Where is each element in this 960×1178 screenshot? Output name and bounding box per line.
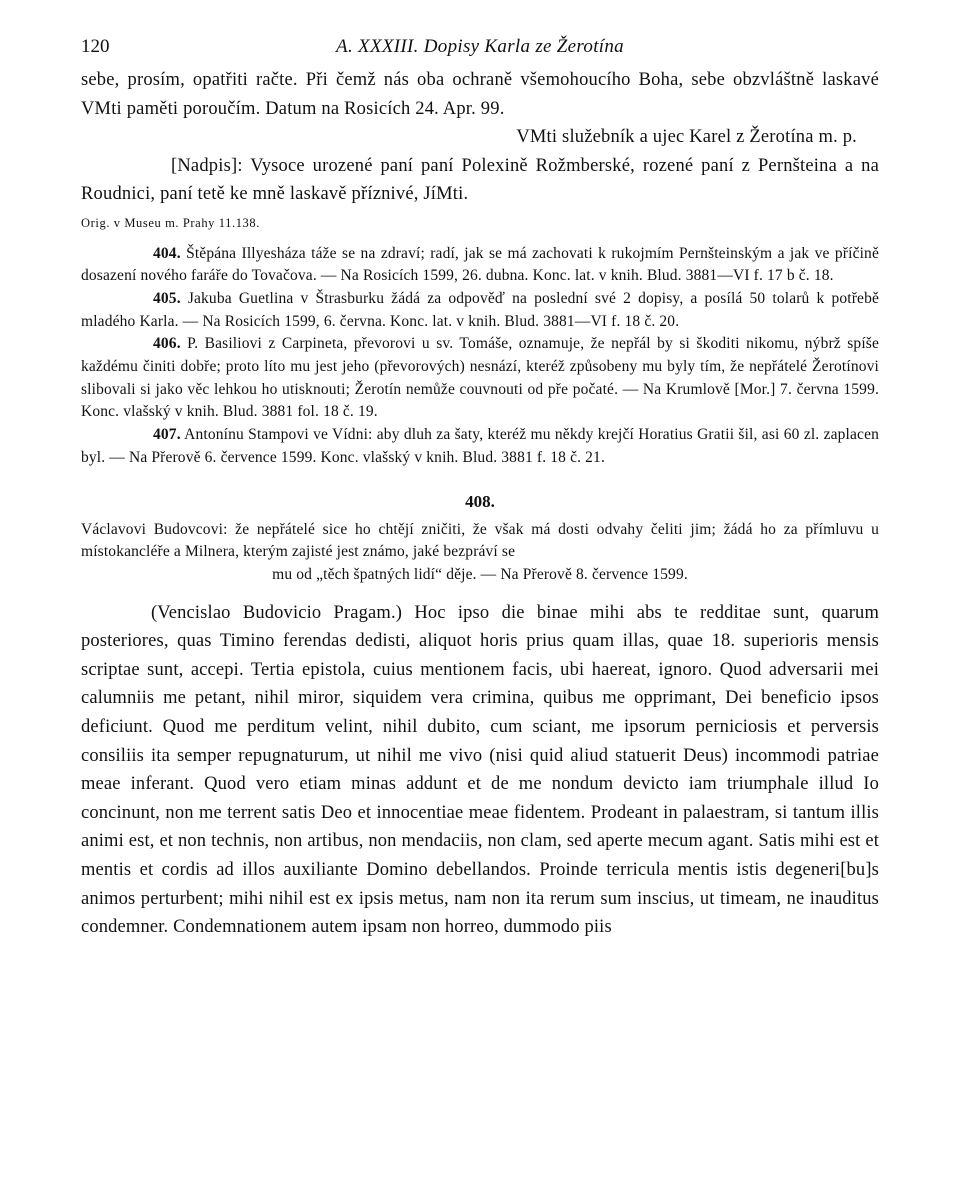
summary-last-line: mu od „těch špatných lidí“ děje. — Na Přerově 8. července 1599. [272, 565, 688, 583]
page-number: 120 [81, 36, 110, 57]
page-header [81, 36, 879, 66]
regest-text: Jakuba Guetlina v Štrasburku žádá za odpověď na poslední své 2 dopisy, a posílá 50 tolarů k potřebě mladého Karla. — Na Rosicích 1599, 6. června. Konc. lat. v knih. Blud. 3881—VI f. 18 č. 20. [81, 289, 880, 330]
document-page [81, 36, 879, 942]
regest-text: P. Basiliovi z Carpineta, převorovi u sv. Tomáše, oznamuje, že nepřál by si škoditi nikomu, nýbrž spíše každému činiti dobře; proto líto mu jest jeho (převorových) nesnází, kteréž způsobeny mu byly tím, že nepřátelé Žerotínovi slibovali si jako věc lehkou ho utisknouti; Žerotín nemůže couvnouti od pře počaté. — Na Krumlově [Mor.] 7. června 1599. Konc. vlašský v knih. Blud. 3881 fol. 18 č. 19. [81, 335, 879, 421]
source-note: Orig. v Museu m. Prahy 11.138. [81, 215, 260, 230]
letter-summary [81, 519, 879, 587]
latin-letter-text: (Vencislao Budovicio Pragam.) Hoc ipso die binae mihi abs te redditae sunt, quarum posteriores, quas Timino ferendas dedisti, aliquot horis prius quam illas, quae 18. superioris mensis scriptae sunt, accepi. Tertia epistola, cuius mentionem facis, ubi haereat, ignoro. Quod adversarii mei calumniis me petant, nihil miror, siquidem vera crimina, quibus me opprimant, Dei beneficio ipsos deficiunt. Quod me perditum velint, nihil dubito, cum sciant, me ipsorum perniciosis et perversis consiliis ita semper repugnaturum, ut nihil me vivo (nisi quid aliud statuerit Deus) incommodi patriae meae inferant. Quod vero etiam minas addunt et de me nondum devicto iam triumphale illud Io concinunt, non me terrent satis Deo et innocentiae meae fidentem. Prodeant in palaestram, si tantum illis animi est, et non technis, non artibus, non mendaciis, non clam, sed aperte mecum agant. Satis mihi est et mentis et cordis ad illos auxiliante Domino debellandos. Proinde terricula mentis istis degeneri[bu]s animos perturbent; mihi nihil est ex ipsis metus, nam non ita rerum sum inscius, ut timeam, ne inauditus condemner. Condemnationem autem ipsam non horreo, dummodo piis [81, 602, 879, 938]
letter-number-heading: 408. [465, 491, 495, 511]
address-line: [Nadpis]: Vysoce urozené paní paní Polexině Rožmberské, rozené paní z Pernšteina a na Roudnici, paní tetě ke mně laskavě příznivé, JíMti. [81, 155, 879, 204]
regest-404 [81, 243, 879, 288]
running-title: A. XXXIII. Dopisy Karla ze Žerotína [336, 36, 624, 57]
letter-closing-text: sebe, prosím, opatřiti račte. Při čemž nás oba ochraně všemohoucího Boha, sebe obzvláštně laskavé VMti paměti poroučím. Datum na Rosicích 24. Apr. 99. [81, 70, 879, 119]
regest-number: 407. [153, 426, 181, 444]
regest-number: 405. [153, 289, 181, 307]
regest-text: Antonínu Stampovi ve Vídni: aby dluh za šaty, kteréž mu někdy krejčí Horatius Gratii šil, asi 60 zl. zaplacen byl. — Na Přerově 6. července 1599. Konc. vlašský v knih. Blud. 3881 f. 18 č. 21. [81, 426, 880, 466]
regest-407 [81, 424, 879, 469]
regest-406 [81, 333, 879, 424]
summary-text: Václavovi Budovcovi: že nepřátelé sice ho chtějí zničiti, že však má dosti odvahy čeliti jim; žádá ho za přímluvu u místokancléře a Milnera, kterým zajisté jest známo, jaké bezpráví se [81, 520, 879, 561]
regest-number: 404. [153, 244, 181, 262]
signature: VMti služebník a ujec Karel z Žerotína m. p. [516, 127, 857, 147]
regest-text: Štěpána Illyesháza táže se na zdraví; radí, jak se má zachovati k rukojmím Pernšteinským a jak ve příčině dosazení nového faráře do Tovačova. — Na Rosicích 1599, 26. dubna. Konc. lat. v knih. Blud. 3881—VI f. 17 b č. 18. [81, 244, 879, 285]
regest-number: 406. [153, 335, 181, 353]
regest-405 [81, 288, 879, 333]
